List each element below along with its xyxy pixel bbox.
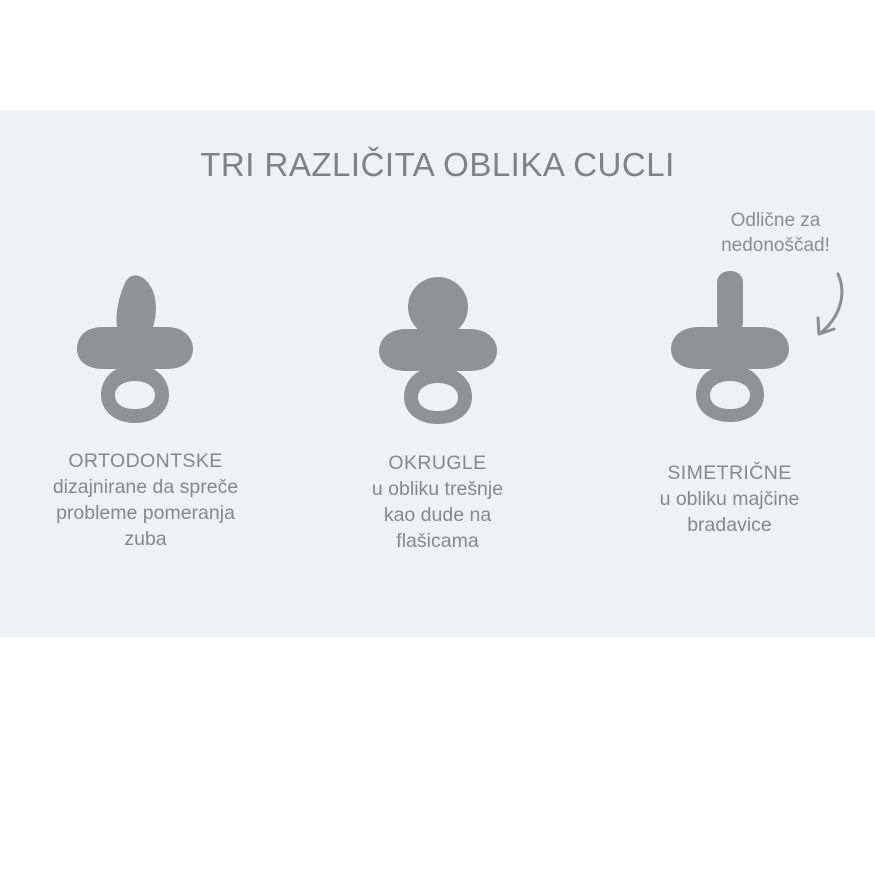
caption-sub-line-1: u obliku trešnje <box>371 477 504 500</box>
caption-sub-line-3: flašicama <box>396 529 479 552</box>
pacifier-columns <box>0 262 875 592</box>
caption-title: SIMETRIČNE <box>667 462 792 484</box>
pacifier-symmetrical-icon <box>655 262 805 427</box>
callout-note-line2: nedonoščad! <box>721 235 830 257</box>
caption-sub-line-1: dizajnirane da spreče <box>52 475 239 498</box>
caption-orthodontic <box>47 449 244 553</box>
caption-sub-line-2: bradavice <box>687 513 772 536</box>
page-title: TRI RAZLIČITA OBLIKA CUCLI <box>200 146 675 183</box>
pacifier-round-icon <box>363 262 513 427</box>
caption-sub-line-3: zuba <box>124 527 167 550</box>
caption-symmetrical <box>654 461 806 539</box>
pacifier-orthodontic-icon <box>71 262 221 427</box>
caption-sub-line-2: kao dude na <box>383 503 492 526</box>
caption-sub-line-1: u obliku majčine <box>659 487 800 510</box>
callout-note <box>688 208 863 259</box>
caption-round <box>366 451 509 555</box>
caption-title: ORTODONTSKE <box>68 450 223 472</box>
column-round <box>292 262 583 555</box>
caption-sub-line-2: probleme pomeranja <box>56 501 235 524</box>
column-orthodontic <box>0 262 291 553</box>
callout-note-line1: Odlične za <box>730 210 821 231</box>
column-symmetrical <box>584 262 875 539</box>
caption-title: OKRUGLE <box>388 452 487 474</box>
